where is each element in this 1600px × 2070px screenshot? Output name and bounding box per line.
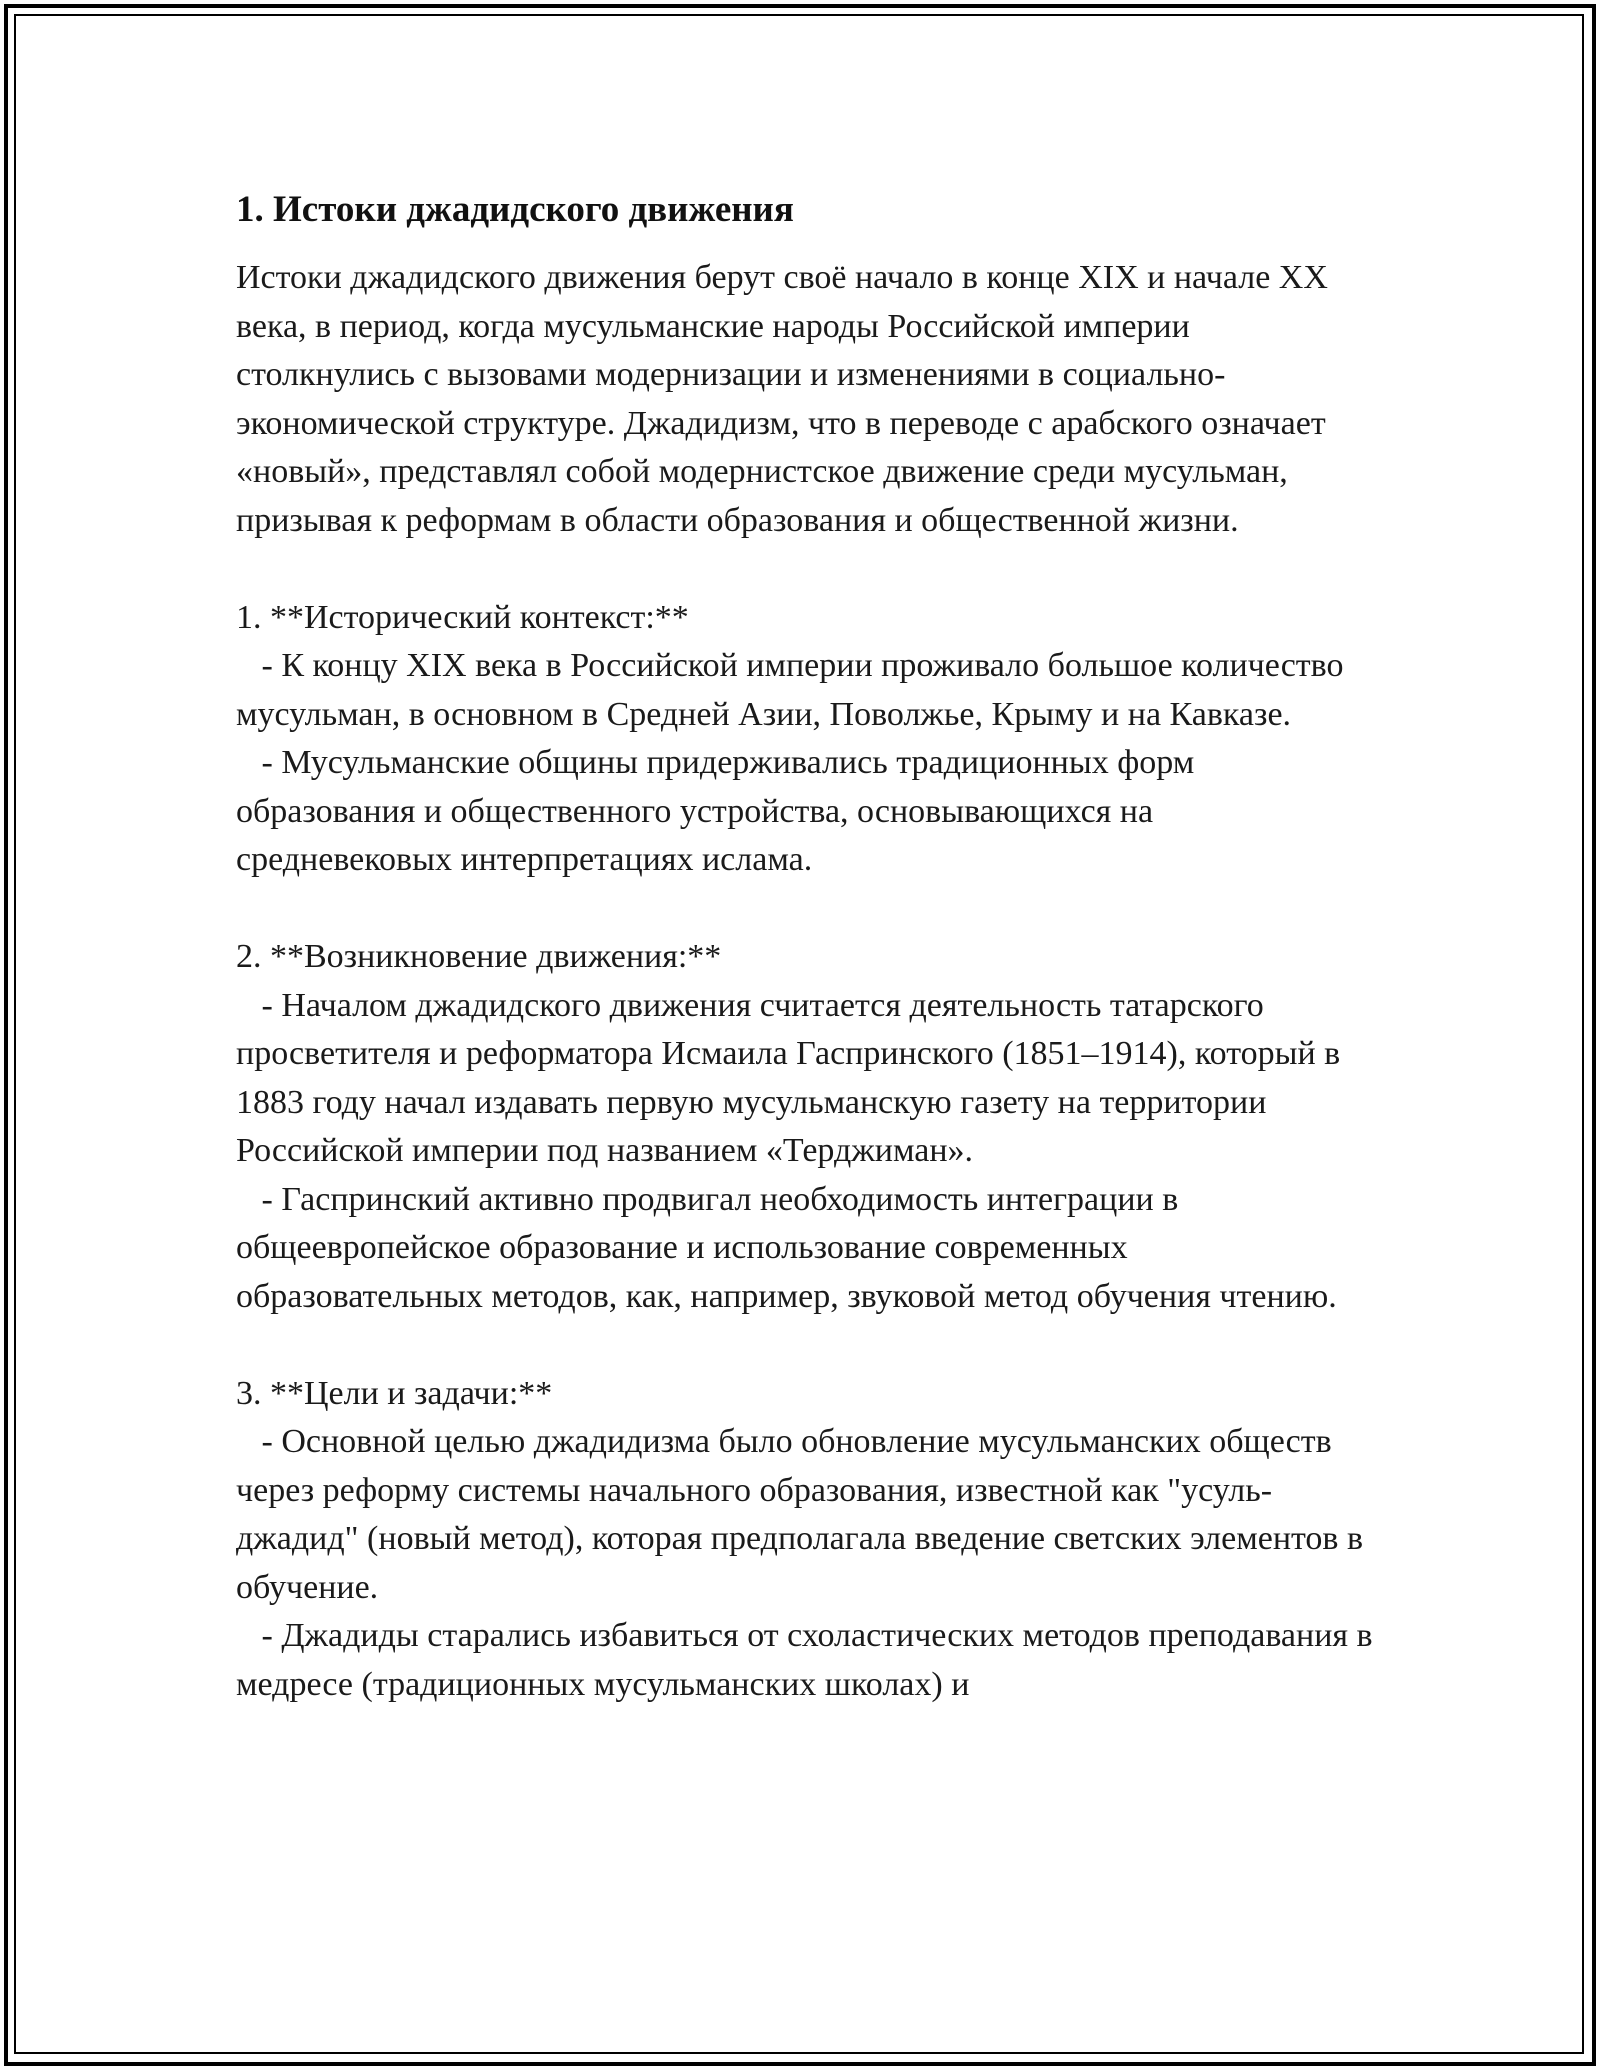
- document-body: [236, 186, 1382, 1709]
- section-title: 2. **Возникновение движения:**: [236, 938, 722, 975]
- section-heading: 1. Истоки джадидского движения: [236, 189, 794, 230]
- section-goals: [236, 1370, 1382, 1710]
- bullet-item: - Гаспринский активно продвигал необходимость интеграции в общеевропейское образование и использование современных образовательных методов, как, например, звуковой метод обучения чтению.: [236, 1180, 1337, 1315]
- section-historical-context: [236, 594, 1376, 885]
- intro-paragraph: Истоки джадидского движения берут своё начало в конце XIX и начале XX века, в период, когда мусульманские народы Российской империи столкнулись с вызовами модернизации и изменениями в социально-экономической структуре. Джадидизм, что в переводе с арабского означает «новый», представлял собой модернистское движение среди мусульман, призывая к реформам в области образования и общественной жизни.: [236, 259, 1337, 539]
- section-title: 3. **Цели и задачи:**: [236, 1374, 553, 1412]
- paragraph-gap: [236, 545, 1376, 594]
- section-title: 1. **Исторический контекст:**: [236, 598, 689, 636]
- paragraph-gap: [236, 885, 1376, 934]
- paragraph-gap: [236, 1321, 1376, 1370]
- bullet-item: - Началом джадидского движения считается деятельность татарского просветителя и реформатора Исмаила Гаспринского (1851–1914), который в 1883 году начал издавать первую мусульманскую газету на территории Российской империи под названием «Терджиман».: [236, 986, 1349, 1169]
- bullet-item: - Мусульманские общины придерживались традиционных форм образования и общественного устройства, основывающихся на средневековых интерпретациях ислама.: [236, 744, 1203, 878]
- bullet-item: - Основной целью джадидизма было обновление мусульманских обществ через реформу системы начального образования, известной как "усуль-джадид" (новый метод), которая предполагала введение светских элементов в обучение.: [236, 1423, 1372, 1606]
- section-movement-origin: [236, 933, 1376, 1321]
- bullet-item: - К концу XIX века в Российской империи проживало большое количество мусульман, в основном в Средней Азии, Поволжье, Крыму и на Кавказе.: [236, 647, 1352, 733]
- bullet-item: - Джадиды старались избавиться от схоластических методов преподавания в медресе (традиционных мусульманских школах) и: [236, 1617, 1382, 1703]
